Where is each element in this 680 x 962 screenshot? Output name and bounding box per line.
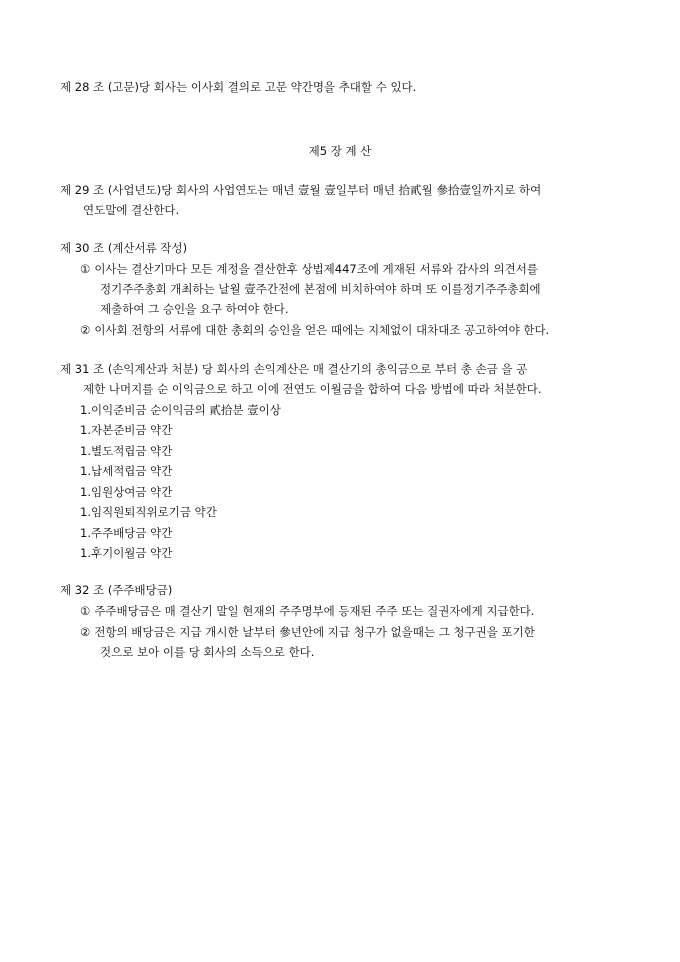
article-30-item-1 <box>80 259 538 279</box>
article-32-item-1-line-1: 주주배당금은 매 결산기 말일 현재의 주주명부에 등재된 주주 또는 질권자에게 지급한다. <box>94 604 535 618</box>
article-32-item-2-line-2: 것으로 보아 이를 당 회사의 소득으로 한다. <box>100 645 315 659</box>
article-32-heading: 제 32 조 (주주배당금) <box>60 583 173 597</box>
article-32-item-2 <box>80 622 535 642</box>
item-number-2: ② <box>80 625 91 639</box>
article-31-heading: 제 31 조 (손익계산과 처분) <box>60 362 199 376</box>
article-30-item-2 <box>80 320 549 340</box>
article-28-body: 당 회사는 이사회 결의로 고문 약간명을 추대할 수 있다. <box>139 80 417 94</box>
item-number-2: ② <box>80 323 91 337</box>
article-30-item-1-line-2: 정기주주총회 개최하는 날월 壹주간전에 본점에 비치하여야 하며 또 이를정기주주총회에 <box>100 282 541 296</box>
article-31-line-1: 당 회사의 손익계산은 매 결산기의 총익금으로 부터 총 손금 을 공 <box>201 362 528 376</box>
article-28-heading: 제 28 조 (고문) <box>60 80 140 94</box>
list-item: 1.후기이월금 약간 <box>80 546 173 560</box>
article-32-item-1 <box>80 601 534 621</box>
list-item: 1.납세적립금 약간 <box>80 464 173 478</box>
list-item: 1.주주배당금 약간 <box>80 526 173 540</box>
article-31-line-2: 제한 나머지를 순 이익금으로 하고 이에 전연도 이월금을 합하여 다음 방법에 따라 처분한다. <box>83 382 542 396</box>
article-31 <box>60 359 527 379</box>
item-number-1: ① <box>80 262 91 276</box>
list-item: 1.임원상여금 약간 <box>80 485 173 499</box>
article-29-line-1: 당 회사의 사업연도는 매년 壹월 壹일부터 매년 拾貳월 參拾壹일까지로 하여 <box>161 183 542 197</box>
article-30-item-2-line-1: 이사회 전항의 서류에 대한 총회의 승인을 얻은 때에는 지체없이 대차대조 공고하여야 한다. <box>94 323 550 337</box>
article-30-item-1-line-3: 제출하여 그 승인을 요구 하여야 한다. <box>100 302 289 316</box>
article-30-heading: 제 30 조 (계산서류 작성) <box>60 241 188 255</box>
list-item: 1.임직원퇴직위로기금 약간 <box>80 505 217 519</box>
list-item: 1.이익준비금 순이익금의 貳拾분 壹이상 <box>80 403 281 417</box>
list-item: 1.자본준비금 약간 <box>80 423 173 437</box>
article-32-item-2-line-1: 전항의 배당금은 지급 개시한 날부터 參년안에 지급 청구가 없을때는 그 청구권을 포기한 <box>94 625 535 639</box>
list-item: 1.별도적립금 약간 <box>80 444 173 458</box>
article-30-item-1-line-1: 이사는 결산기마다 모든 계정을 결산한후 상법제447조에 게재된 서류와 감사의 의견서를 <box>94 262 538 276</box>
article-29-heading: 제 29 조 (사업년도) <box>60 183 162 197</box>
item-number-1: ① <box>80 604 91 618</box>
article-29 <box>60 180 541 200</box>
article-28 <box>60 77 416 97</box>
chapter-5-title: 제5 장 계 산 <box>308 144 372 158</box>
article-29-line-2: 연도말에 결산한다. <box>83 203 180 217</box>
